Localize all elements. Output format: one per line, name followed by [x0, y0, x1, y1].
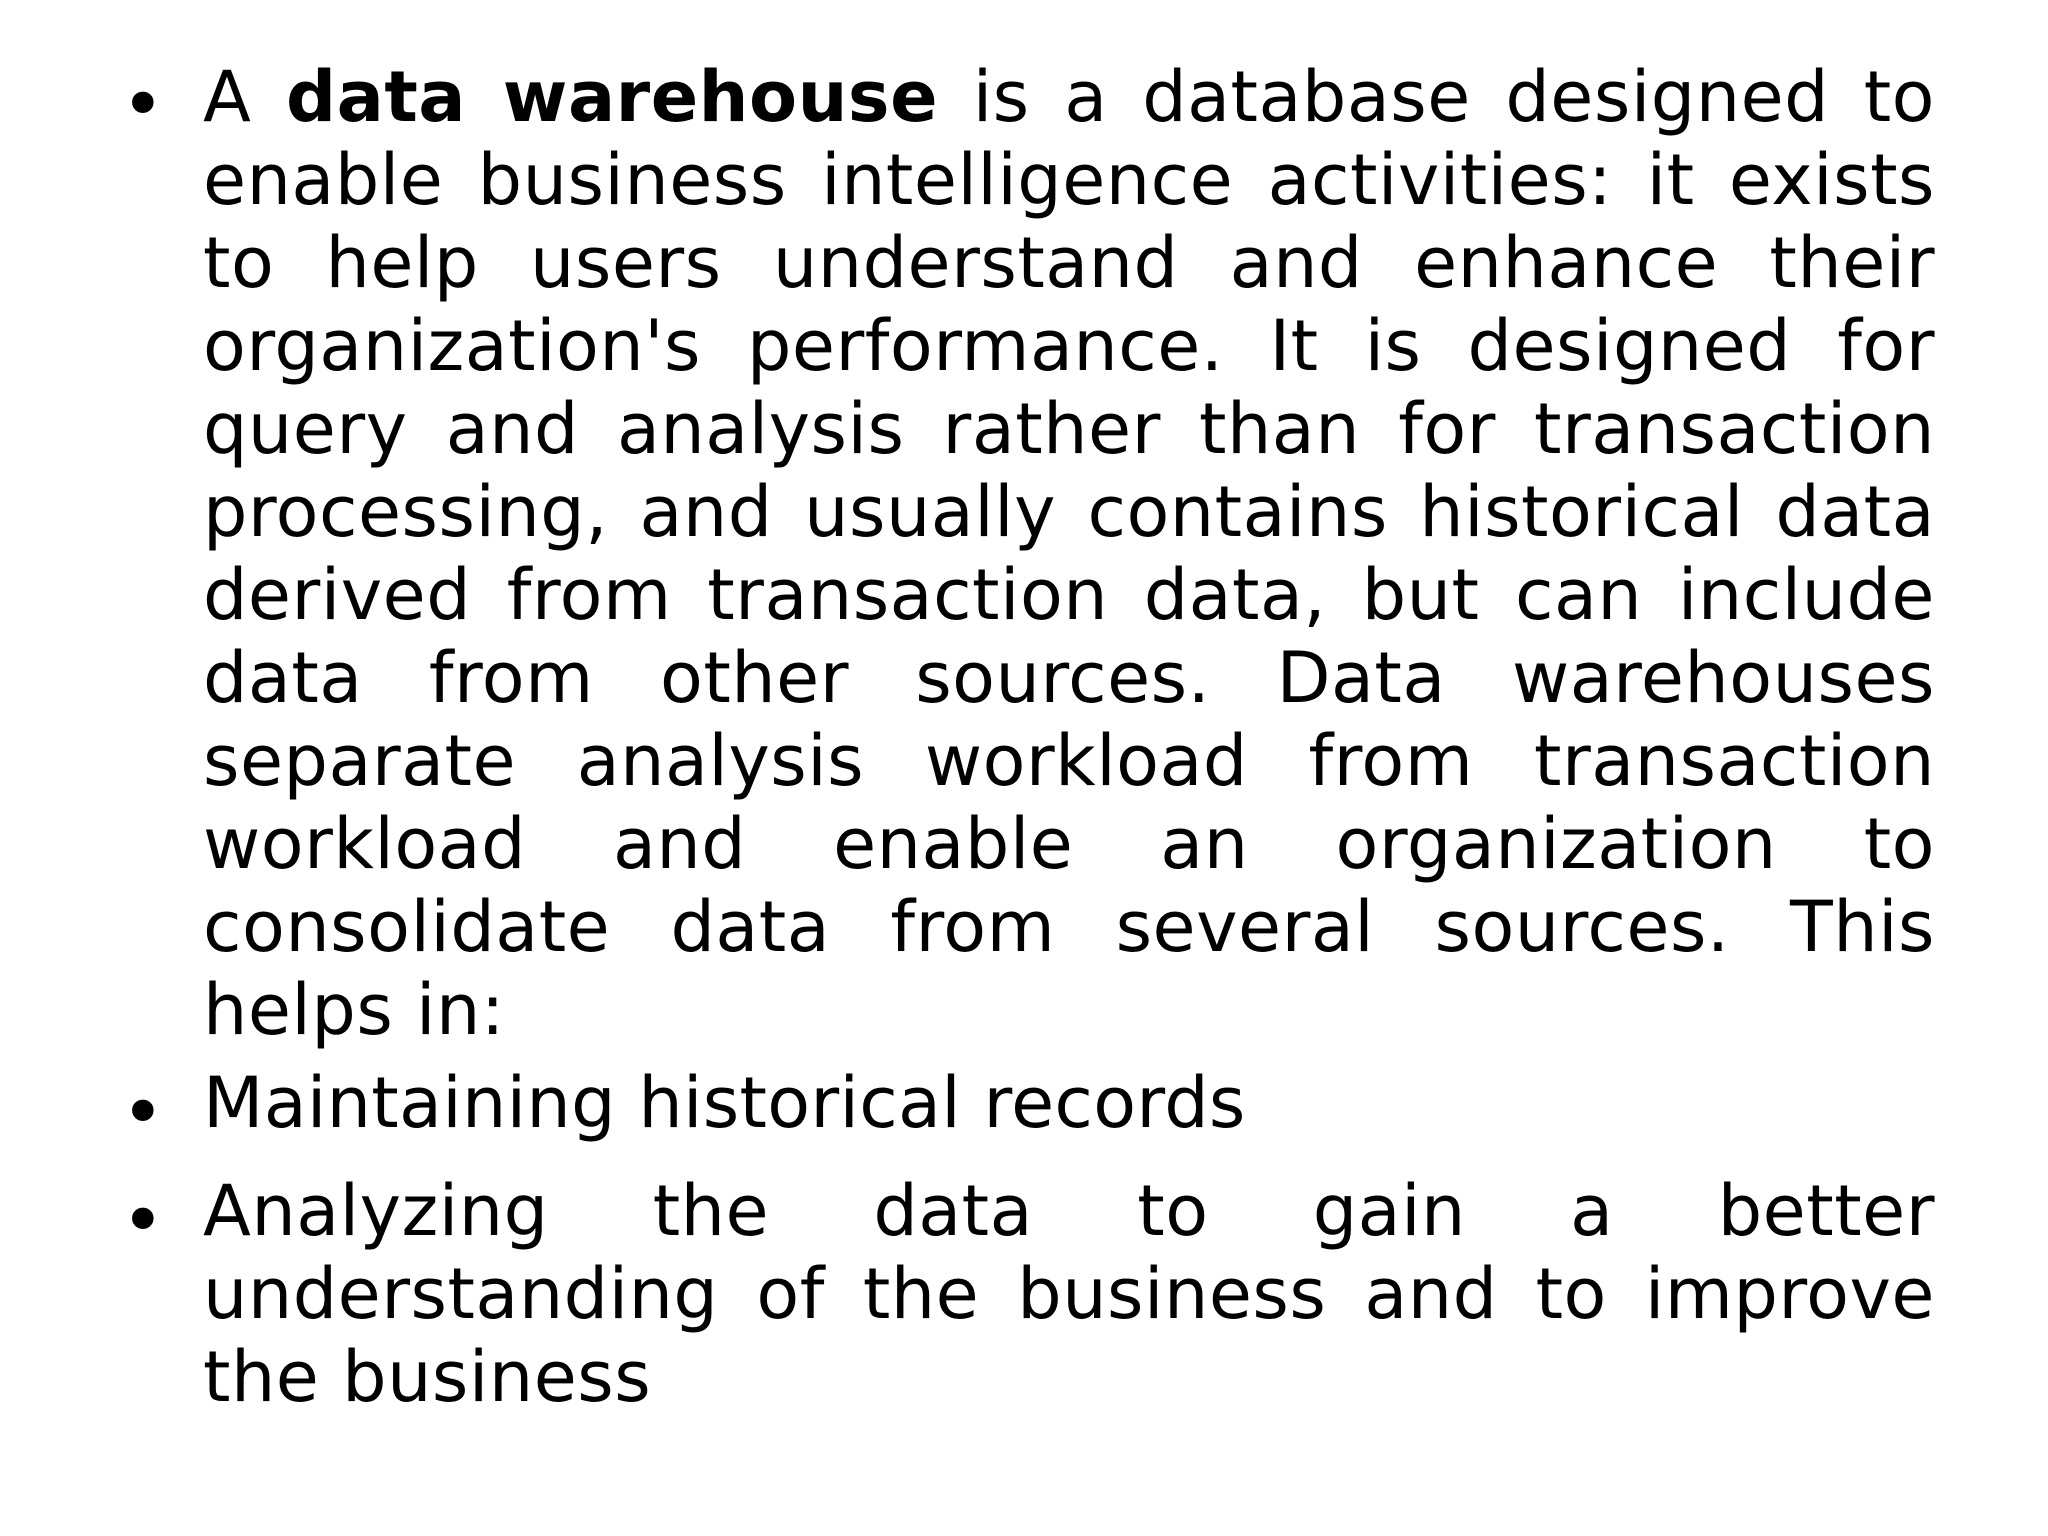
bullet-prefix: A: [203, 56, 286, 138]
bullet-text-analyzing: Analyzing the data to gain a better understanding of the business and to improve the business: [203, 1170, 1935, 1418]
bullet-dot-icon: •: [121, 1070, 165, 1156]
bullet-text-historical: Maintaining historical records: [203, 1062, 1246, 1144]
bullet-dot-icon: •: [121, 1178, 165, 1264]
bold-term: data warehouse: [286, 56, 939, 138]
bullet-dot-icon: •: [121, 62, 165, 148]
bullet-text-definition: [203, 56, 1935, 1052]
bullet-body: is a database designed to enable business intelligence activities: it exists to help users understand and enhance their organization's performance. It is designed for query and analysis rather than for transaction processing, and usually contains historical data derived from transaction data, but can include data from other sources. Data warehouses separate analysis workload from transaction workload and enable an organization to consolidate data from several sources. This helps in:: [203, 56, 1935, 1051]
